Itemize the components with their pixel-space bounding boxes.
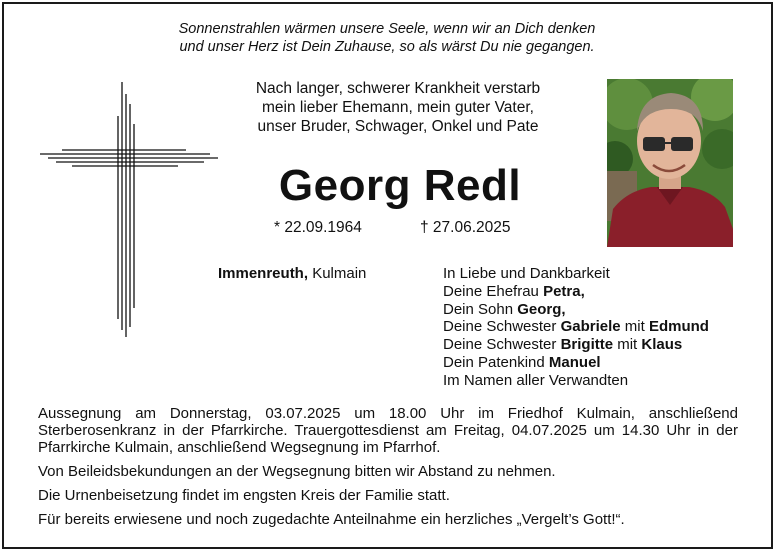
residence-town: Immenreuth, (218, 265, 309, 282)
mourner-godchild: Dein Patenkind Manuel (443, 353, 601, 371)
memorial-quote (100, 20, 674, 56)
quote-line-2: und unser Herz ist Dein Zuhause, so als wärst Du nie gegangen. (179, 39, 595, 55)
portrait-photo (607, 79, 733, 247)
mourners-closing: Im Namen aller Verwandten (443, 371, 629, 389)
death-announcement (218, 79, 578, 136)
condolence-notice: Von Beileidsbekundungen an der Wegsegnung bitten wir Abstand zu nehmen. (38, 463, 556, 480)
birth-date: * 22.09.1964 (274, 219, 362, 236)
residence (218, 265, 366, 282)
service-notices (38, 405, 738, 535)
mourners-opening: In Liebe und Dankbarkeit (443, 265, 610, 282)
service-details: Aussegnung am Donnerstag, 03.07.2025 um 18.00 Uhr im Friedhof Kulmain, anschließend Sterberosenkranz in der Pfarrkirche. Trauergottesdienst am Freitag, 04.07.2025 um 14.30 Uhr in der Pfarrkirche Kulmain, anschließend Wegsegnung im Pfarrhof. (38, 405, 738, 456)
burial-notice: Die Urnenbeisetzung findet im engsten Kreis der Familie statt. (38, 487, 450, 504)
mourners-list (443, 265, 709, 390)
quote-line-1: Sonnenstrahlen wärmen unsere Seele, wenn wir an Dich denken (178, 21, 596, 37)
intro-line-1: Nach langer, schwerer Krankheit verstarb (255, 80, 541, 97)
thanks-notice: Für bereits erwiesene und noch zugedachte Anteilnahme ein herzliches „Vergelt’s Gott!“. (38, 511, 625, 528)
residence-district: Kulmain (312, 265, 367, 282)
intro-line-3: unser Bruder, Schwager, Onkel und Pate (257, 118, 539, 135)
mourner-sister-1: Deine Schwester Gabriele mit Edmund (443, 318, 709, 336)
intro-line-2: mein lieber Ehemann, mein guter Vater, (262, 99, 534, 116)
mourner-sister-2: Deine Schwester Brigitte mit Klaus (443, 336, 683, 354)
deceased-name: Georg Redl (278, 161, 522, 210)
cross-icon (36, 82, 218, 337)
mourner-wife: Deine Ehefrau Petra, (443, 282, 585, 300)
death-date: † 27.06.2025 (420, 219, 511, 236)
mourner-son: Dein Sohn Georg, (443, 300, 566, 318)
